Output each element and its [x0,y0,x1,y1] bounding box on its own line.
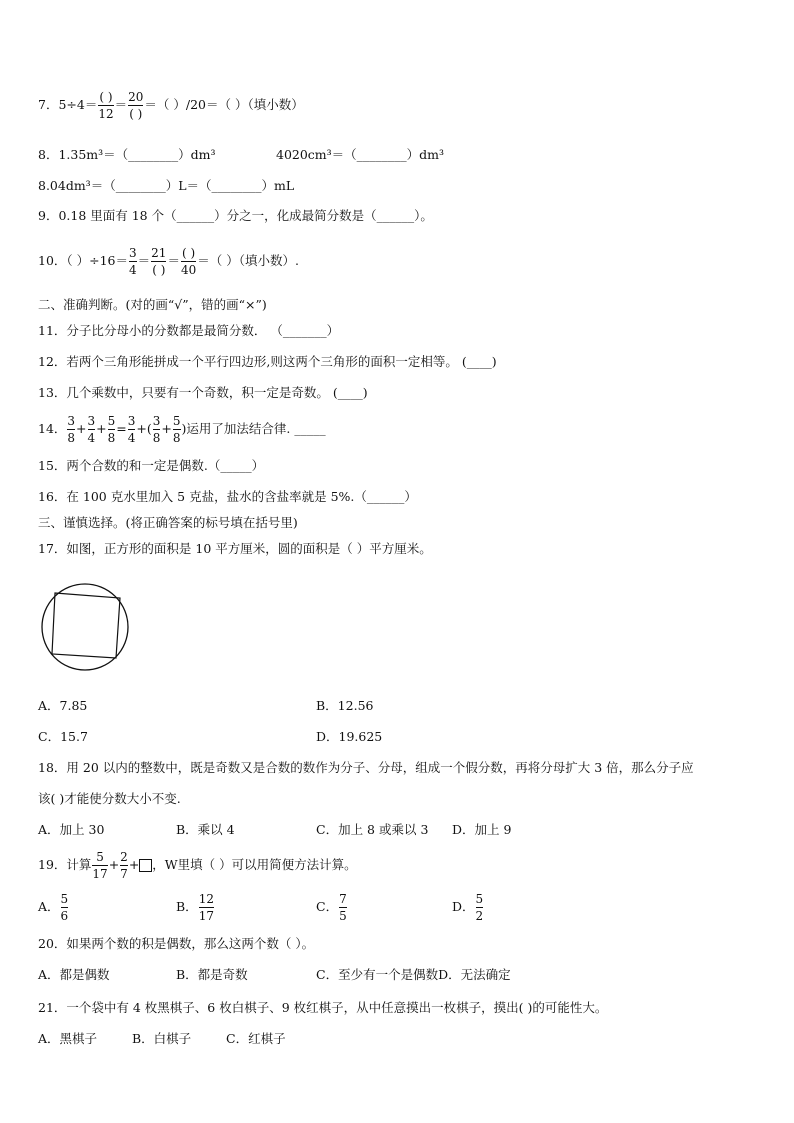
q8-right: 4020cm³＝（________）dm³ [276,147,445,162]
question-10: 10．（ ）÷16＝ $\frac{3}{4}$ ＝ $\frac{21}{( )}$ ＝ $\frac{( )}{40}$ ＝（ ）（填小数）. [38,246,299,277]
q17-option-a[interactable]: A．7.85 [38,698,88,713]
q7-rest: ＝（ ）/20＝（ ）（填小数） [144,97,304,112]
q18-option-c[interactable]: C．加上 8 或乘以 3 [316,822,429,837]
q20-option-b[interactable]: B．都是奇数 [176,967,248,982]
question-17: 17．如图，正方形的面积是 10 平方厘米，圆的面积是（ ）平方厘米。 [38,541,432,556]
q10-fraction-2: $\frac{21}{( )}$ [151,246,167,277]
question-7: 7．5÷4＝ $\frac{( )}{12}$ ＝ $\frac{20}{( )}$ ＝（ ）/20＝（ ）（填小数） [38,90,304,121]
question-21: 21．一个袋中有 4 枚黑棋子、6 枚白棋子、9 枚红棋子，从中任意摸出一枚棋子，摸出( )的可能性大。 [38,1000,608,1015]
q19-option-a[interactable]: A． $\frac{5}{6}$ [38,892,69,923]
question-9: 9．0.18 里面有 18 个（______）分之一，化成最简分数是（______）。 [38,208,433,223]
q17-option-c[interactable]: C．15.7 [38,729,88,744]
q18-option-a[interactable]: A．加上 30 [38,822,105,837]
question-8-line-1 [38,146,445,164]
section-3-heading: 三、谨慎选择。(将正确答案的标号填在括号里) [38,515,298,530]
question-18-line-1: 18．用 20 以内的整数中，既是奇数又是合数的数作为分子、分母，组成一个假分数，再将分母扩大 3 倍，那么分子应 [38,760,694,775]
q21-option-a[interactable]: A．黑棋子 [38,1031,98,1046]
question-11: 11．分子比分母小的分数都是最简分数． （_______） [38,323,340,338]
q20-option-a[interactable]: A．都是偶数 [38,967,110,982]
question-20: 20．如果两个数的积是偶数，那么这两个数（ ）。 [38,936,315,951]
q10-fraction-1: $\frac{3}{4}$ [129,246,137,277]
q17-option-d[interactable]: D．19.625 [316,729,383,744]
q7-prefix: 7．5÷4＝ [38,97,98,112]
circle-square-figure [38,582,133,672]
question-8-line-2: 8.04dm³＝（________）L＝（________）mL [38,178,295,193]
question-12: 12．若两个三角形能拼成一个平行四边形,则这两个三角形的面积一定相等。 (____) [38,354,497,369]
blank-square-icon [139,859,152,872]
q20-option-cd[interactable]: C．至少有一个是偶数D．无法确定 [316,967,511,982]
q17-option-b[interactable]: B．12.56 [316,698,374,713]
q21-option-b[interactable]: B．白棋子 [132,1031,192,1046]
q19-option-d[interactable]: D． $\frac{5}{2}$ [452,892,484,923]
question-18-line-2: 该( )才能使分数大小不变. [38,791,181,806]
question-13: 13．几个乘数中，只要有一个奇数，积一定是奇数。 (____) [38,385,368,400]
question-16: 16．在 100 克水里加入 5 克盐，盐水的含盐率就是 5%.（______） [38,489,417,504]
q7-fraction-1: $\frac{( )}{12}$ [98,90,114,121]
q7-fraction-2: $\frac{20}{( )}$ [128,90,144,121]
question-14: 14． $\frac{3}{8}$ + $\frac{3}{4}$ + $\frac{5}{8}$ = $\frac{3}{4}$ +( $\frac{3}{8}$ + $\frac{5}{8}$ )运用了加法结合律. _____ [38,414,326,445]
square-shape [52,593,120,658]
q19-option-c[interactable]: C． $\frac{7}{5}$ [316,892,347,923]
q19-option-b[interactable]: B． $\frac{12}{17}$ [176,892,214,923]
question-15: 15．两个合数的和一定是偶数.（_____） [38,458,265,473]
q18-option-b[interactable]: B．乘以 4 [176,822,235,837]
q10-fraction-3: $\frac{( )}{40}$ [180,246,197,277]
section-2-heading: 二、准确判断。(对的画“√”，错的画“×”) [38,297,267,312]
question-19: 19．计算 $\frac{5}{17}$ + $\frac{2}{7}$ + ，W里填（ ）可以用简便方法计算。 [38,850,357,881]
q8-left: 8．1.35m³＝（________）dm³ [38,147,216,162]
q18-option-d[interactable]: D．加上 9 [452,822,512,837]
q21-option-c[interactable]: C．红棋子 [226,1031,286,1046]
